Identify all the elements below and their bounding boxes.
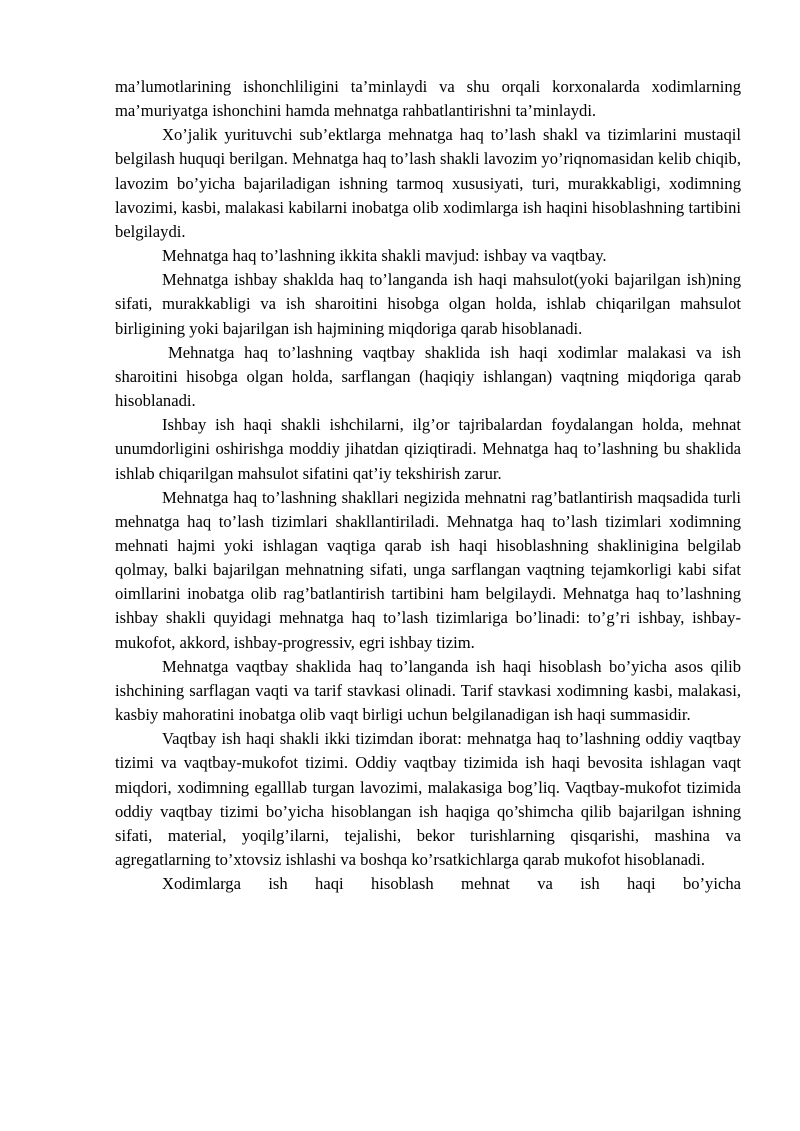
paragraph-final-line: Xodimlarga ish haqi hisoblash mehnat va ish haqi bo’yicha <box>162 874 741 894</box>
paragraph-pay-forms-rights: Xo’jalik yurituvchi sub’ektlarga mehnatga haq to’lash shakl va tizimlarini mustaqil belgilash huquqi berilgan. Mehnatga haq to’lash shakli lavozim yo’riqnomasidan kelib chiqib, lavozim bo’yicha bajariladigan ishning tarmoq xususiyati, turi, murakkabligi, xodimning lavozimi, kasbi, malakasi kabilarni inobatga olib xodimlarga ish haqini hisoblashning tartibini belgilaydi. <box>115 125 741 241</box>
paragraph-tariff-rate: Mehnatga vaqtbay shaklida haq to’langanda ish haqi hisoblash bo’yicha asos qilib ishchining sarflagan vaqti va tarif stavkasi olinadi. Tarif stavkasi xodimning kasbi, malakasi, kasbiy mahoratini inobatga olib vaqt birligi uchun belgilanadigan ish haqi summasidir. <box>115 656 741 725</box>
paragraph-continuation: ma’lumotlarining ishonchliligini ta’minlaydi va shu orqali korxonalarda xodimlarning ma’muriyatga ishonchini hamda mehnatga rahbatlantirishni ta’minlaydi. <box>115 77 741 121</box>
paragraph-piecework-form: Mehnatga ishbay shaklda haq to’langanda ish haqi mahsulot(yoki bajarilgan ish)ning sifati, murakkabligi va ish sharoitini hisobga olgan holda, ishlab chiqarilgan mahsulot birligining yoki bajarilgan ish hajmining miqdoriga qarab hisoblanadi. <box>115 270 741 338</box>
paragraph-time-based-systems: Vaqtbay ish haqi shakli ikki tizimdan iborat: mehnatga haq to’lashning oddiy vaqtbay tizimi va vaqtbay-mukofot tizimi. Oddiy vaqtbay tizimida ish haqi bevosita ishlagan vaqt miqdori, xodimning egalllab turgan lavozimi, malakasiga bog’liq. Vaqtbay-mukofot tizimida oddiy vaqtbay tizimi bo’yicha hisoblangan ish haqiga qo’shimcha qilib bajarilgan ishning sifati, material, yoqilg’ilarni, tejalishi, bekor turishlarning qisqarishi, mashina va agregatlarning to’xtovsiz ishlashi va boshqa ko’rsatkichlarga qarab mukofot hisoblanadi. <box>115 729 741 869</box>
paragraph-two-forms: Mehnatga haq to’lashning ikkita shakli mavjud: ishbay va vaqtbay. <box>162 246 607 266</box>
paragraph-time-based-form: Mehnatga haq to’lashning vaqtbay shaklida ish haqi xodimlar malakasi va ish sharoitini hisobga olgan holda, sarflangan (haqiqiy ishlangan) vaqtning miqdoriga qarab hisoblanadi. <box>115 342 741 411</box>
paragraph-piecework-benefits: Ishbay ish haqi shakli ishchilarni, ilg’or tajribalardan foydalangan holda, mehnat unumdorligini oshirishga moddiy jihatdan qiziqtiradi. Mehnatga haq to’lashning bu shaklida ishlab chiqarilgan mahsulot sifatini qat’iy tekshirish zarur. <box>115 415 741 483</box>
document-page <box>115 75 741 896</box>
paragraph-pay-systems: Mehnatga haq to’lashning shakllari negizida mehnatni rag’batlantirish maqsadida turli mehnatga haq to’lash tizimlari shakllantiriladi. Mehnatga haq to’lash tizimlari xodimning mehnati hajmi yoki ishlagan vaqtiga qarab ish haqi hisoblashning shaklinigina belgilab qolmay, balki bajarilgan mehnatning sifati, unga sarflangan vaqtning tejamkorligi kabi sifat oimllarini inobatga olib rag’batlantirish tartibini ham belgilaydi. Mehnatga haq to’lashning ishbay shakli quyidagi mehnatga haq to’lash tizimlariga bo’linadi: to’g’ri ishbay, ishbay-mukofot, akkord, ishbay-progressiv, egri ishbay tizim. <box>115 487 741 652</box>
